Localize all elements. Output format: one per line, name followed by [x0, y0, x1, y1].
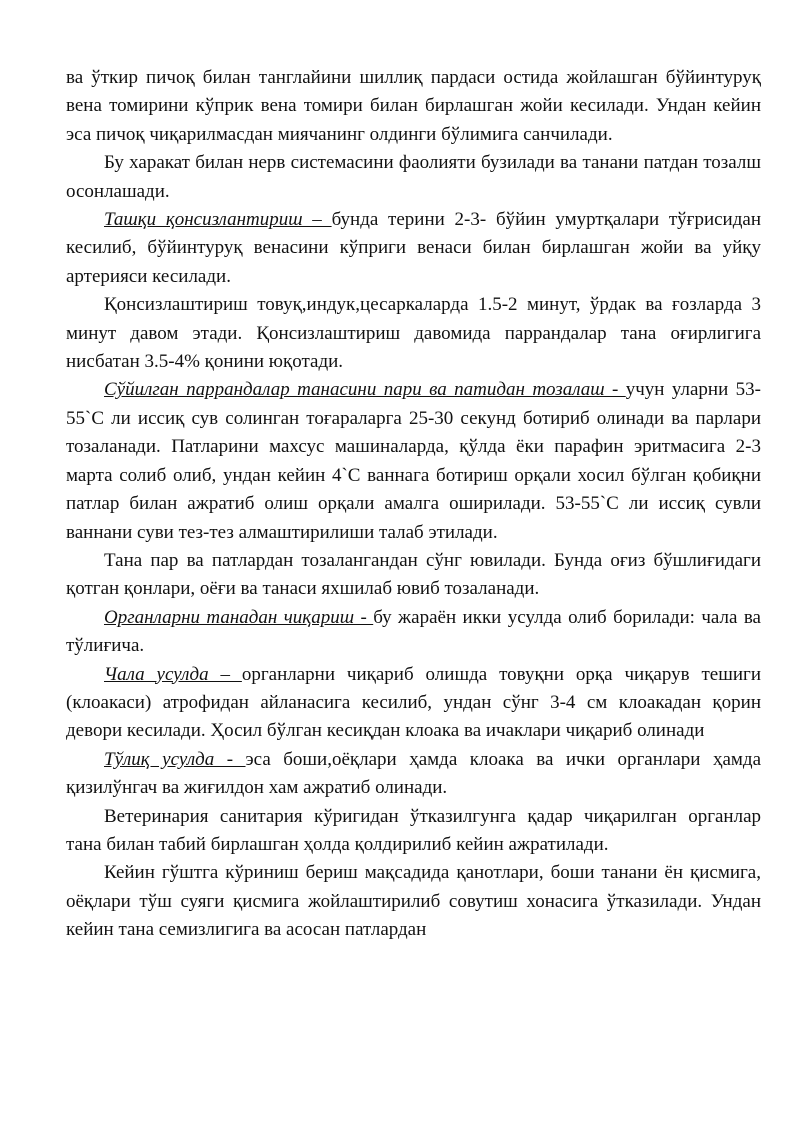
paragraph-8	[66, 661, 761, 746]
paragraph-3-text: бунда терини 2-3- бўйин умуртқалари тўғрисидан кесилиб, бўйинтуруқ венасини кўприги венаси билан бирлашган жойи ва уйқу артерияси кесилади.	[66, 209, 761, 287]
paragraph-7	[66, 604, 761, 661]
paragraph-11	[66, 859, 761, 944]
term-partial-method: Чала усулда –	[104, 663, 242, 685]
paragraph-6-text: Тана пар ва патлардан тозалангандан сўнг ювилади. Бунда оғиз бўшлиғидаги қотган қонлари, оёғи ва танаси яхшилаб ювиб тозаланади.	[66, 549, 761, 600]
paragraph-1-text: ва ўткир пичоқ билан танглайини шиллиқ пардаси остида жойлашган бўйинтуруқ вена томирини кўприк вена томири билан бирлашган жойи кесилади. Ундан кейин эса пичоқ чиқарилмасдан миячанинг олдинги бўлимига санчилади.	[66, 67, 761, 145]
paragraph-3	[66, 206, 761, 291]
term-organ-removal: Органларни танадан чиқариш -	[104, 606, 374, 628]
paragraph-7-text: бу жараён икки усулда олиб борилади: чала ва тўлиғича.	[66, 606, 761, 657]
paragraph-10-text: Ветеринария санитария кўригидан ўтказилгунга қадар чиқарилган органлар тана билан табий бирлашган ҳолда қолдирилиб кейин ажратилади.	[66, 805, 761, 855]
term-feather-removal: Сўйилган паррандалар танасини пари ва патидан тозалаш -	[104, 379, 626, 401]
paragraph-4-text: Қонсизлаштириш товуқ,индук,цесаркаларда 1.5-2 минут, ўрдак ва ғозларда 3 минут давом этади. Қонсизлаштириш давомида паррандалар тана оғирлигига нисбатан 3.5-4% қонини юқотади.	[66, 294, 761, 373]
paragraph-1	[66, 64, 761, 149]
paragraph-2	[66, 149, 761, 206]
paragraph-10	[66, 803, 761, 860]
term-full-method: Тўлиқ усулда -	[104, 748, 246, 770]
paragraph-5-text: учун уларни 53-55`C ли иссиқ сув солинган тоғараларга 25-30 секунд ботириб олинади ва парлари тозаланади. Патларини махсус машиналарда, қўлда ёки парафин эритмасига 2-3 марта солиб олиб, ундан кейин 4`C ваннага ботириш орқали хосил бўлган қобиқни патлар билан ажратиб олиш орқали амалга оширилади. 53-55`C ли иссиқ сувли ваннани суви тез-тез алмаштирилиши талаб этилади.	[66, 379, 761, 543]
document-body	[66, 64, 761, 945]
term-external-bleeding: Ташқи қонсизлантириш –	[104, 209, 332, 231]
paragraph-9-text: эса боши,оёқлари ҳамда клоака ва ички органлари ҳамда қизилўнгач ва жиғилдон хам ажратиб олинади.	[66, 748, 761, 799]
paragraph-9	[66, 746, 761, 803]
paragraph-5	[66, 376, 761, 546]
paragraph-6	[66, 547, 761, 604]
paragraph-2-text: Бу харакат билан нерв системасини фаолияти бузилади ва танани патдан тозалш осонлашади.	[66, 152, 761, 202]
paragraph-4	[66, 291, 761, 376]
paragraph-8-text: органларни чиқариб олишда товуқни орқа чиқарув тешиги (клоакаси) атрофидан айланасига кесилиб, ундан сўнг 3-4 см клоакадан қорин девори кесилади. Ҳосил бўлган кесиқдан клоака ва ичаклари чиқариб олинади	[66, 663, 761, 742]
paragraph-11-text: Кейин гўштга кўриниш бериш мақсадида қанотлари, боши танани ён қисмига, оёқлари тўш суяги қисмига жойлаштирилиб совутиш хонасига ўтказилади. Ундан кейин тана семизлигига ва асосан патлардан	[66, 862, 761, 941]
